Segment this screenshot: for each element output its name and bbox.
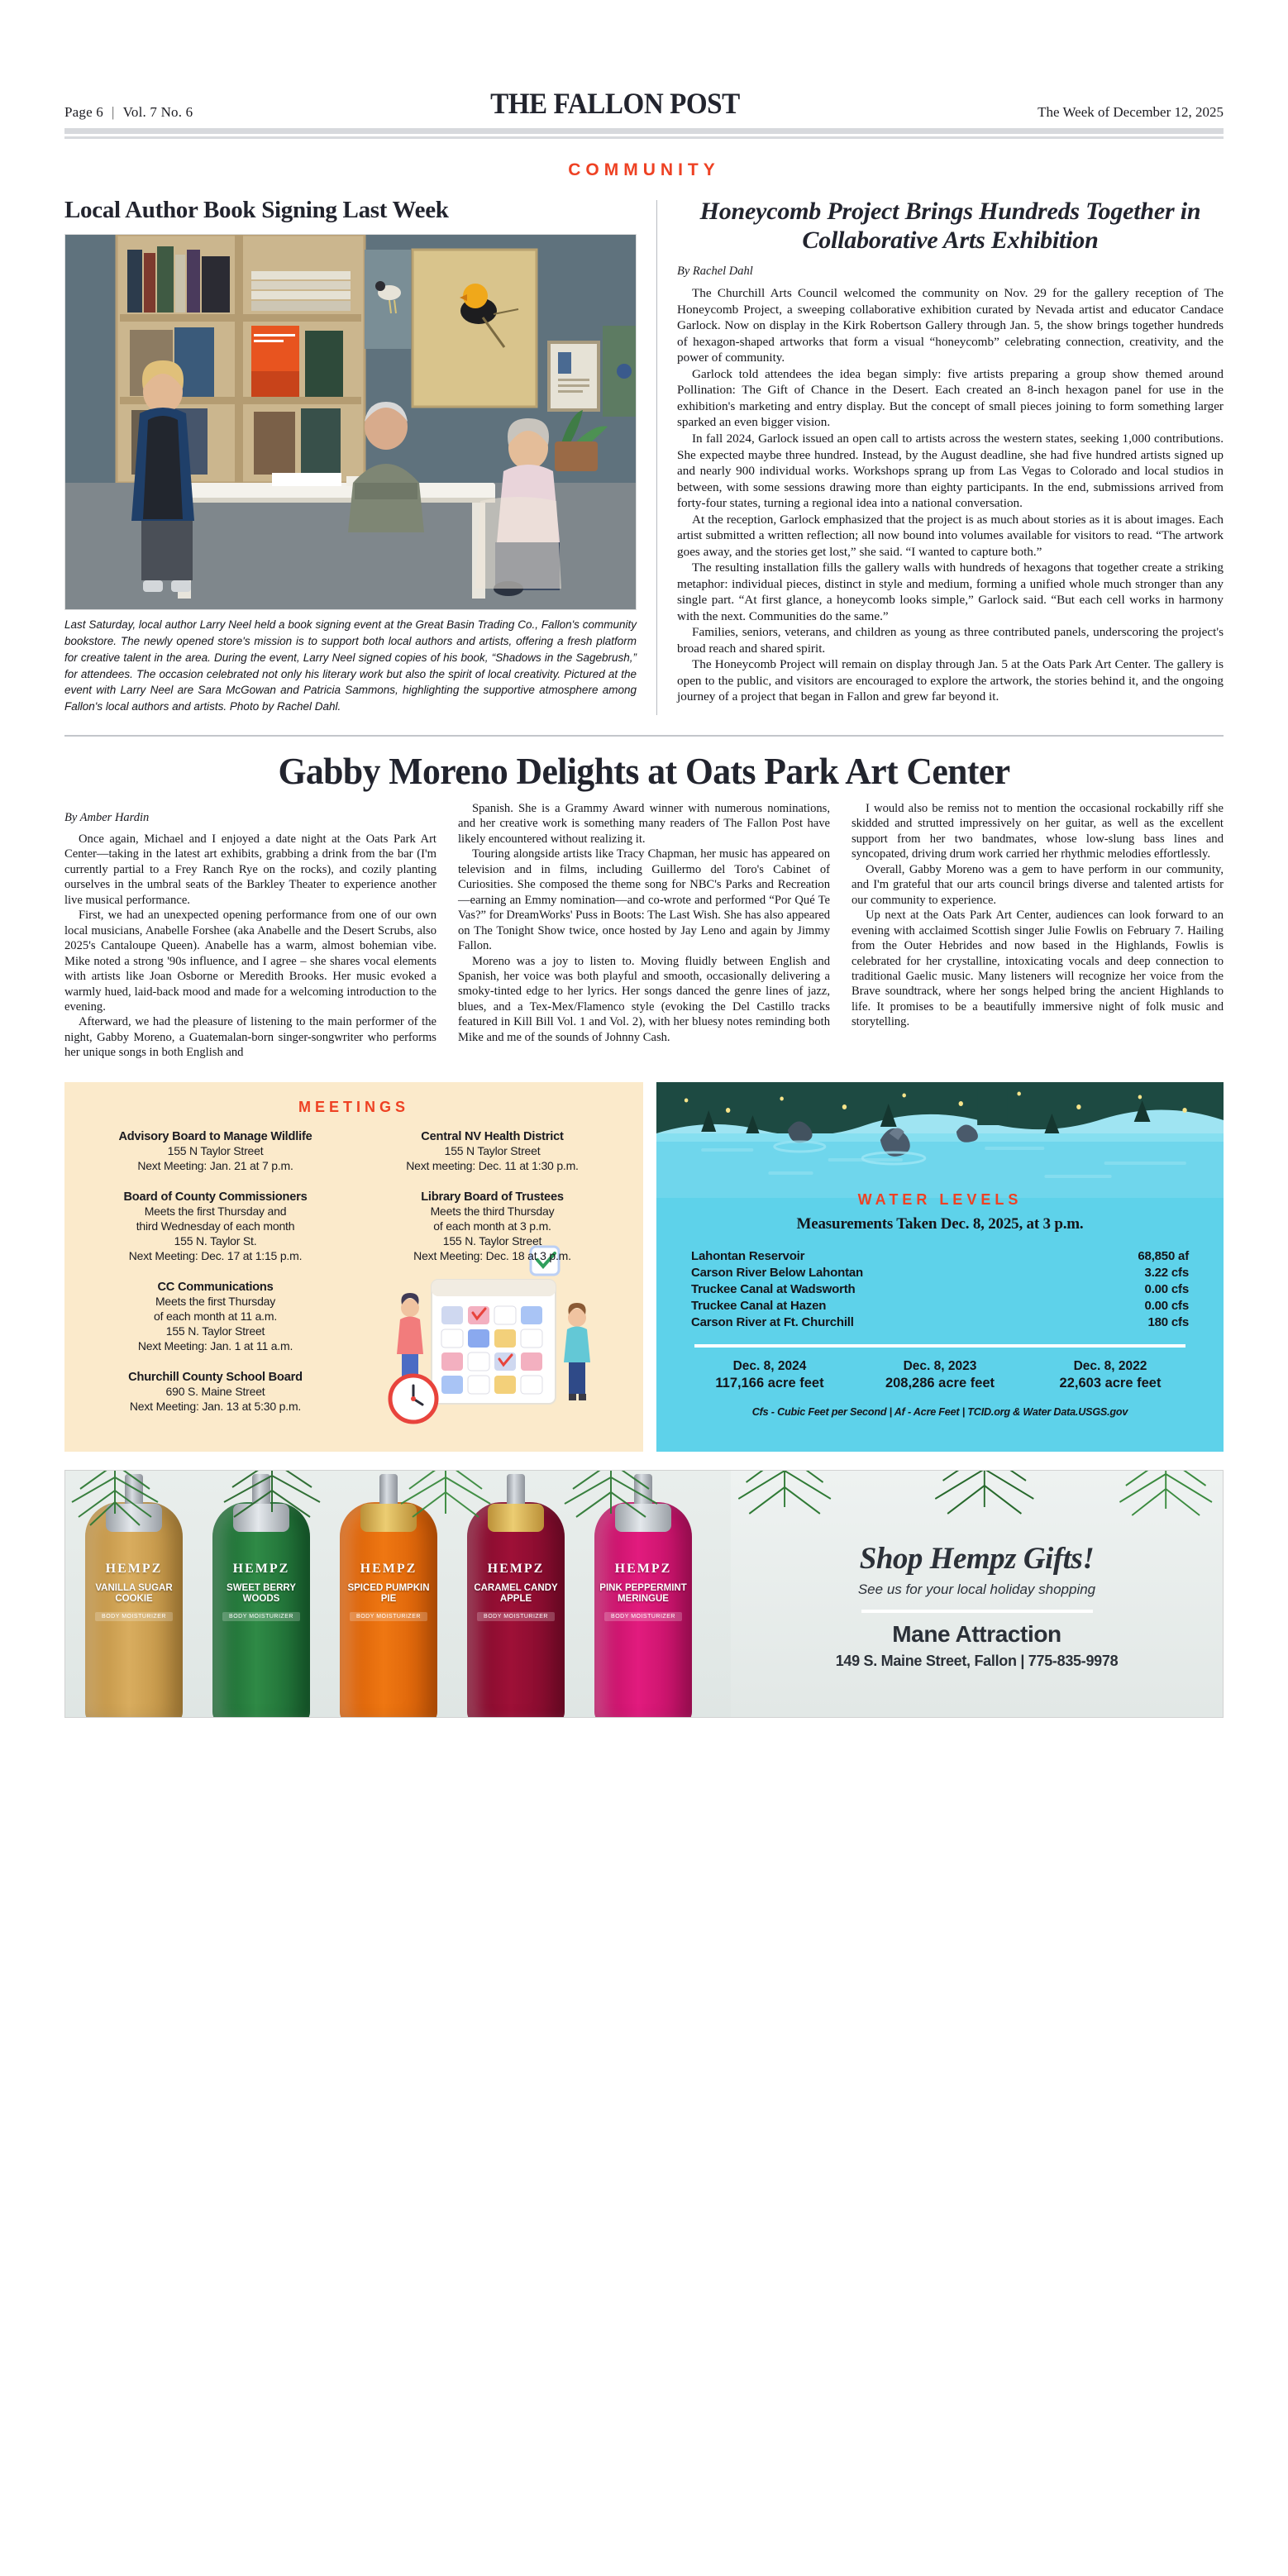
water-history-entry	[855, 1359, 1025, 1391]
meeting-name: Churchill County School Board	[128, 1370, 303, 1384]
meeting-detail: Next Meeting: Jan. 21 at 7 p.m.	[137, 1158, 293, 1172]
meeting-detail: third Wednesday of each month	[136, 1219, 295, 1233]
history-date: Dec. 8, 2024	[732, 1358, 807, 1373]
meeting-detail: of each month at 11 a.m.	[153, 1309, 278, 1323]
feature-byline: By Amber Hardin	[64, 810, 150, 824]
product-flavor: VANILLA SUGAR COOKIE	[95, 1582, 173, 1605]
product-flavor: SPICED PUMPKIN PIE	[347, 1582, 430, 1605]
section-rule	[64, 735, 1224, 737]
meetings-right-column	[360, 1129, 625, 1430]
meeting-entry	[83, 1129, 348, 1174]
masthead-left	[64, 104, 193, 121]
water-level-row	[685, 1314, 1195, 1331]
product-tag: BODY MOISTURIZER	[222, 1612, 300, 1621]
pine-bough-icon	[65, 1471, 731, 1562]
top-stories-area	[64, 197, 1224, 715]
section-label: COMMUNITY	[568, 160, 720, 179]
feature-paragraph: First, we had an unexpected opening performance from one of our own local musicians, Anabelle Forshee (aka Anabelle and the Desert Scrubs, also 2025's Cantaloupe Queen). Anabelle has a warm, almost bohemian vibe. Mike noted a strong '90s influence, and I agree – she shares vocal elements with artists like Joan Osborne or Meredith Brooks. Her music evoked a warmly hued, laid-back mood and made for a welcoming introduction to the evening.	[64, 909, 436, 1014]
history-value: 117,166 acre feet	[715, 1375, 824, 1391]
water-levels-subtitle: Measurements Taken Dec. 8, 2025, at 3 p.m.	[796, 1214, 1084, 1233]
product-brand: HEMPZ	[487, 1561, 545, 1576]
meeting-entry	[360, 1190, 625, 1264]
feature-column-1	[64, 801, 436, 1061]
feature-paragraph: Touring alongside artists like Tracy Chapman, her music has appeared on television and in films, including Guillermo del Toro's Cabinet of Curiosities. She composed the theme song for NBC's Parks and Recreation—earning an Emmy nomination—and co-wrote and performed “Por Qué Te Vas?” for DreamWorks' Puss in Boots: The Last Wish. She has also appeared on The Tonight Show twice, once hosted by Jay Leno and again by Jimmy Fallon.	[458, 847, 830, 953]
water-levels-box	[656, 1082, 1224, 1452]
paper-title: THE FALLON POST	[490, 87, 741, 120]
feature-column-2	[458, 801, 830, 1061]
feature-headline: Gabby Moreno Delights at Oats Park Art Center	[278, 749, 1010, 792]
product-flavor: CARAMEL CANDY APPLE	[474, 1582, 558, 1605]
meeting-detail: 155 N. Taylor St.	[174, 1233, 257, 1247]
feature-paragraph: Up next at the Oats Park Art Center, audiences can look forward to an evening with acclaimed Scottish singer Julie Fowlis on February 7. Hailing from the Outer Hebrides and now based in the Highlands, Fowlis is celebrated for her crystalline, intoxicating vocals and deep connection to traditional Gaelic music. Many listeners will recognize her voice from the Brave soundtrack, where her songs helped bring the ancient Highlands to life. It promises to be a beautifully immersive night of folk music and storytelling.	[852, 909, 1224, 1029]
hempz-advertisement[interactable]	[64, 1470, 1224, 1718]
meeting-detail: 155 N Taylor Street	[444, 1144, 541, 1158]
product-tag: BODY MOISTURIZER	[477, 1612, 555, 1621]
water-level-label: Truckee Canal at Wadsworth	[691, 1282, 856, 1297]
info-boxes-row	[64, 1082, 1224, 1452]
meeting-detail: Next Meeting: Jan. 13 at 5:30 p.m.	[129, 1399, 302, 1413]
water-level-value: 0.00 cfs	[1144, 1282, 1189, 1297]
meeting-detail: 155 N. Taylor Street	[165, 1324, 265, 1338]
feature-paragraph: Afterward, we had the pleasure of listening to the main performer of the night, Gabby Moreno, a Guatemalan-born singer-songwriter who performs her unique songs in both English and	[64, 1015, 436, 1060]
water-history-entry	[1025, 1359, 1195, 1391]
water-level-label: Carson River at Ft. Churchill	[691, 1315, 854, 1330]
meeting-entry	[83, 1280, 348, 1354]
meeting-name: Board of County Commissioners	[123, 1190, 308, 1204]
meetings-left-column	[83, 1129, 348, 1430]
water-level-value: 68,850 af	[1138, 1249, 1189, 1264]
meeting-detail: Next Meeting: Dec. 18 at 3 p.m.	[413, 1248, 571, 1262]
meeting-detail: 155 N. Taylor Street	[442, 1233, 542, 1247]
photo-story	[64, 197, 637, 715]
ad-divider	[861, 1610, 1093, 1613]
meeting-name: CC Communications	[157, 1280, 274, 1294]
volume-issue: Vol. 7 No. 6	[122, 104, 193, 120]
water-level-value: 3.22 cfs	[1144, 1266, 1189, 1281]
meeting-name: Advisory Board to Manage Wildlife	[118, 1129, 312, 1143]
book-signing-photo	[64, 234, 637, 610]
product-tag: BODY MOISTURIZER	[95, 1612, 173, 1621]
meeting-detail: of each month at 3 p.m.	[433, 1219, 551, 1233]
product-brand: HEMPZ	[614, 1561, 672, 1576]
water-level-row	[685, 1298, 1195, 1314]
meeting-detail: Next Meeting: Dec. 17 at 1:15 p.m.	[128, 1248, 303, 1262]
honeycomb-paragraph: Families, seniors, veterans, and children as young as three contributed panels, underscoring the project's broad reach and shared spirit.	[677, 625, 1224, 656]
water-level-label: Lahontan Reservoir	[691, 1249, 805, 1264]
water-history-row	[685, 1359, 1195, 1391]
feature-paragraph: Once again, Michael and I enjoyed a date night at the Oats Park Art Center—taking in the latest art exhibits, grabbing a drink from the bar (I'm currently partial to a Frey Ranch Rye on the rocks), and cozily planting ourselves in the umbral seats of the Barkley Theater to experience another live musical performance.	[64, 832, 436, 907]
history-value: 208,286 acre feet	[885, 1375, 995, 1391]
masthead-rule-thick	[64, 128, 1224, 134]
water-level-row	[685, 1265, 1195, 1281]
meeting-entry	[83, 1190, 348, 1264]
meeting-entry	[360, 1129, 625, 1174]
masthead-rule-thin	[64, 136, 1224, 139]
ad-product-photo	[65, 1471, 731, 1717]
ad-business-name: Mane Attraction	[892, 1620, 1061, 1647]
water-level-label: Carson River Below Lahontan	[691, 1266, 863, 1281]
honeycomb-paragraph: In fall 2024, Garlock issued an open call to artists across the western states, seeking 1,000 contributions. She expected maybe three hundred. Instead, by the August deadline, she had five hundred artists signed up and nearly 900 individual works. Workshops sprang up from Las Vegas to Colorado and local studios in between, with some sessions drawing more than eighty participants. In the end, submissions arrived from forty-four states, turning a regional idea into a national conversation.	[677, 431, 1224, 511]
issue-date: The Week of December 12, 2025	[1038, 104, 1224, 120]
meeting-detail: Meets the first Thursday and	[144, 1205, 287, 1219]
meeting-detail: Next Meeting: Jan. 1 at 11 a.m.	[137, 1338, 293, 1352]
ad-text-panel	[731, 1471, 1223, 1717]
meeting-detail: Next meeting: Dec. 11 at 1:30 p.m.	[406, 1158, 579, 1172]
product-brand: HEMPZ	[360, 1561, 417, 1576]
meeting-name: Library Board of Trustees	[421, 1190, 564, 1204]
product-flavor: SWEET BERRY WOODS	[227, 1582, 296, 1605]
ad-address-phone: 149 S. Maine Street, Fallon | 775-835-9978	[835, 1652, 1119, 1669]
meeting-detail: Meets the first Thursday	[155, 1294, 276, 1308]
photo-story-headline: Local Author Book Signing Last Week	[64, 197, 449, 223]
meeting-detail: 155 N Taylor Street	[167, 1144, 264, 1158]
feature-column-3	[852, 801, 1224, 1061]
history-value: 22,603 acre feet	[1059, 1375, 1162, 1391]
honeycomb-paragraph: The resulting installation fills the gallery walls with hundreds of hexagons that together create a striking metaphor: individual pieces, distinct in style and medium, forming a unified whole much stronger than any single part. “At first glance, a honeycomb looks simple,” Garlock said. “But each cell works in harmony with the next. Communities do the same.”	[677, 561, 1224, 623]
masthead	[64, 0, 1224, 121]
column-divider	[656, 200, 657, 715]
water-levels-title: WATER LEVELS	[857, 1190, 1023, 1208]
honeycomb-story	[677, 197, 1224, 715]
page-number: Page 6	[64, 104, 103, 120]
ad-headline: Shop Hempz Gifts!	[859, 1541, 1095, 1576]
photo-caption: Last Saturday, local author Larry Neel held a book signing event at the Great Basin Trading Co., Fallon's community bookstore. The newly opened store's mission is to support both local authors and artists, offering a fresh platform for creative talent in the area. During the event, Larry Neel signed copies of his book, “Shadows in the Sagebrush,” for attendees. The occasion celebrated not only his literary work but also the spirit of local creativity. Pictured at the event with Larry Neel are Sara McGowan and Patricia Sammons, highlighting the supportive atmosphere among Fallon's local authors and artists. Photo by Rachel Dahl.	[64, 618, 637, 713]
meetings-title: MEETINGS	[298, 1098, 409, 1115]
honeycomb-paragraph: The Honeycomb Project will remain on display through Jan. 5 at the Oats Park Art Center. The gallery is open to the public, and visitors are encouraged to explore the artwork, the stories behind it, and the ongoing journey of a project that began in Fallon and grew far beyond it.	[677, 657, 1224, 704]
water-level-row	[685, 1248, 1195, 1265]
meetings-box	[64, 1082, 643, 1452]
honeycomb-byline: By Rachel Dahl	[677, 265, 753, 279]
meeting-name: Central NV Health District	[421, 1129, 564, 1143]
photo-illustration	[65, 235, 637, 610]
honeycomb-paragraph: The Churchill Arts Council welcomed the community on Nov. 29 for the gallery reception of The Honeycomb Project, a sweeping collaborative exhibition curated by Nevada artist and educator Candace Garlock. Now on display in the Kirk Robertson Gallery through Jan. 5, the show brings together hundreds of hexagon-shaped artworks that form a visual “honeycomb” celebrating connection, creativity, and the power of community.	[677, 286, 1224, 365]
water-levels-divider	[694, 1344, 1185, 1348]
water-level-label: Truckee Canal at Hazen	[691, 1299, 827, 1314]
meetings-columns	[83, 1129, 625, 1430]
history-date: Dec. 8, 2022	[1073, 1358, 1147, 1373]
feature-columns	[64, 801, 1224, 1061]
ad-subhead: See us for your local holiday shopping	[857, 1581, 1096, 1597]
feature-paragraph: Overall, Gabby Moreno was a gem to have perform in our community, and I'm grateful that our arts council brings diverse and talented artists for our community to experience.	[852, 862, 1224, 907]
product-tag: BODY MOISTURIZER	[350, 1612, 427, 1621]
product-brand: HEMPZ	[105, 1561, 163, 1576]
product-brand: HEMPZ	[232, 1561, 290, 1576]
masthead-separator: |	[112, 104, 115, 120]
feature-paragraph: Spanish. She is a Grammy Award winner with numerous nominations, and her creative work is something many readers of The Fallon Post have likely encountered without realizing it.	[458, 801, 830, 846]
honeycomb-headline: Honeycomb Project Brings Hundreds Together in Collaborative Arts Exhibition	[699, 198, 1201, 255]
honeycomb-paragraph: Garlock told attendees the idea began simply: five artists preparing a group show themed around Pollination: The Gift of Chance in the Desert. Each created an 8-inch hexagon panel for use in the exhibition's marketing and entry display. But the concept of small pieces joining to form something larger sparked an even bigger vision.	[677, 366, 1224, 430]
water-history-entry	[685, 1359, 855, 1391]
meeting-detail: Meets the third Thursday	[430, 1205, 555, 1219]
history-date: Dec. 8, 2023	[903, 1358, 977, 1373]
water-levels-content	[656, 1082, 1224, 1436]
feature-paragraph: I would also be remiss not to mention the occasional rockabilly riff she skidded and strutted impressively on her guitar, as well as the excellent support from her two bandmates, whose low-slung bass lines and syncopated, driving drum work carried her rhythmic melodies effortlessly.	[852, 801, 1224, 861]
meeting-entry	[83, 1370, 348, 1414]
product-flavor: PINK PEPPERMINT MERINGUE	[599, 1582, 687, 1605]
honeycomb-paragraph: At the reception, Garlock emphasized that the project is as much about stories as it is about images. Each artist submitted a written reflection; all now bound into volumes available for visitors to read. “The artwork goes away, and the stories get lost,” she said. “I wanted to capture both.”	[677, 512, 1224, 559]
water-level-value: 0.00 cfs	[1144, 1299, 1189, 1314]
product-tag: BODY MOISTURIZER	[604, 1612, 682, 1621]
water-level-row	[685, 1281, 1195, 1298]
feature-paragraph: Moreno was a joy to listen to. Moving fluidly between English and Spanish, her voice was both playful and smooth, occasionally delivering a smoky-tinted edge to her lyrics. Her songs danced the genre lines of jazz, blues, and a Tex-Mex/Flamenco style (evoking the Del Castillo tracks featured in Kill Bill Vol. 1 and Vol. 2), with her bluesy notes reminding both Mike and me of the sounds of Johnny Cash.	[458, 954, 830, 1044]
water-levels-footnote: Cfs - Cubic Feet per Second | Af - Acre Feet | TCID.org & Water Data.USGS.gov	[751, 1405, 1128, 1418]
meeting-detail: 690 S. Maine Street	[165, 1384, 265, 1398]
water-level-value: 180 cfs	[1147, 1315, 1189, 1330]
